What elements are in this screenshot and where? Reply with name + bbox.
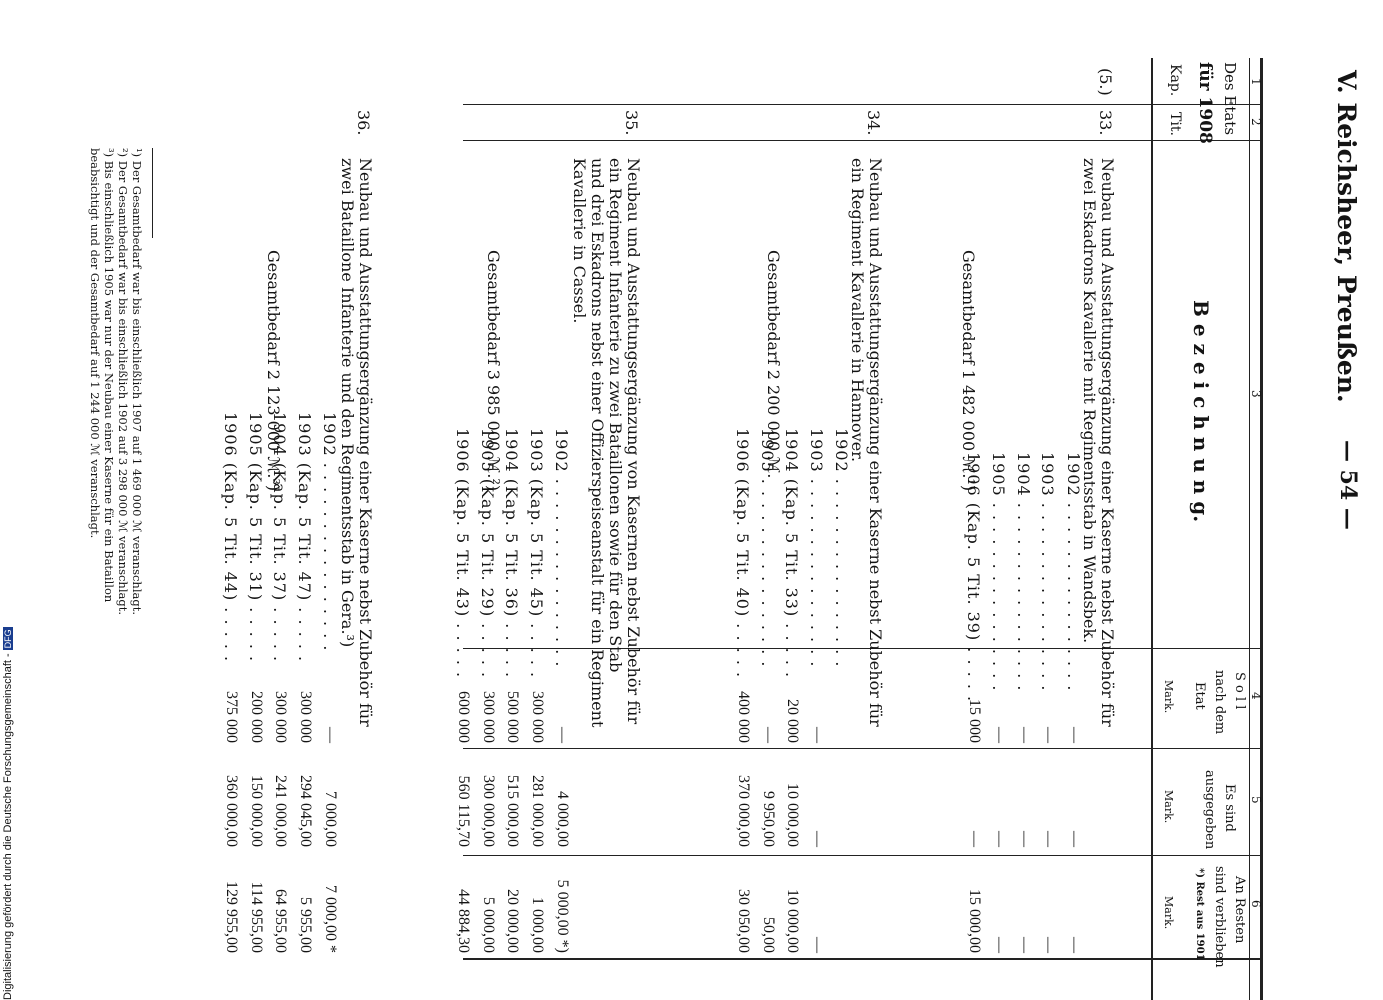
rest-value: 44 884,30 xyxy=(455,889,472,953)
gesamtbedarf: Gesamtbedarf 1 482 000 ℳ.¹) xyxy=(959,250,978,492)
soll-value: 400 000 xyxy=(735,691,752,743)
soll-header-1: S o l l xyxy=(1232,672,1247,710)
entry-description: Neubau und Ausstattungsergänzung einer Kaserne nebst Zubehör für xyxy=(356,158,375,727)
year-label: 1902 . . . . . . . . . . . . . . . . xyxy=(552,428,571,668)
year-label: 1904 (Kap. 5 Tit. 36) . . . . . xyxy=(502,428,521,679)
digitization-text: Digitalisierung gefördert durch die Deutsche Forschungsgemeinschaft - xyxy=(2,653,14,1000)
etat-year: für 1908 xyxy=(1195,62,1215,144)
reste-divider xyxy=(463,958,1263,960)
tit-number: 36. xyxy=(354,110,373,136)
ausgegeben-value: 10 000,00 xyxy=(784,783,801,847)
soll-value: — xyxy=(554,727,571,743)
year-label: 1905 . . . . . . . . . . . . . . . . xyxy=(989,452,1008,692)
rest-value: 1 000,00 xyxy=(529,897,546,953)
soll-unit: Mark. xyxy=(1162,680,1175,714)
year-label: 1906 (Kap. 5 Tit. 43) . . . . . xyxy=(453,428,472,679)
soll-value: 300 000 xyxy=(297,691,314,743)
rest-value: — xyxy=(809,937,826,953)
etat-header: Des Etats xyxy=(1221,62,1239,136)
ausgegeben-value: — xyxy=(1040,831,1057,847)
gesamtbedarf: Gesamtbedarf 2 123 000 ℳ.³) xyxy=(264,250,283,492)
year-label: 1903 . . . . . . . . . . . . . . . . xyxy=(807,428,826,668)
tit-number: 33. xyxy=(1096,110,1115,136)
year-label: 1906 (Kap. 5 Tit. 44) . . . . . xyxy=(221,412,240,663)
rest-value: — xyxy=(991,937,1008,953)
ausgegeben-value: 300 000,00 xyxy=(480,775,497,847)
soll-header-3: Etat xyxy=(1192,682,1207,710)
colnum-6: 6 xyxy=(1249,900,1263,908)
ausgegeben-value: 281 000,00 xyxy=(529,775,546,847)
reste-header-3: *) Rest aus 1901 xyxy=(1194,868,1205,961)
ausgegeben-value: 515 000,00 xyxy=(504,775,521,847)
page-number: — 54 — xyxy=(1335,440,1361,530)
year-label: 1902 . . . . . . . . . . . . . . . . xyxy=(1064,452,1083,692)
colnum-2: 2 xyxy=(1249,118,1263,126)
footnote-3: ³) Bis einschließlich 1905 war nur der Neubau einer Kaserne für ein Bataillon xyxy=(102,148,116,603)
year-label: 1905 (Kap. 5 Tit. 29) . . . . . xyxy=(478,428,497,679)
year-label: 1905 . . . . . . . . . . . . . . . . xyxy=(758,428,777,668)
year-label: 1903 (Kap. 5 Tit. 45) . . . . . xyxy=(527,428,546,679)
tit-divider xyxy=(463,140,1263,141)
ausgegeben-header-2: ausgegeben xyxy=(1202,770,1217,850)
soll-value: 200 000 xyxy=(248,691,265,743)
kap-value: (5.) xyxy=(1096,68,1115,96)
bezeichnung-header: B e z e i c h n u n g. xyxy=(1189,300,1213,523)
ausgegeben-header-1: Es sind xyxy=(1222,784,1237,832)
year-label: 1906 (Kap. 5 Tit. 39) . . . . . xyxy=(964,452,983,703)
footnote-rule xyxy=(152,148,153,238)
entry-description: Kavallerie in Cassel. xyxy=(570,158,589,324)
rest-value: — xyxy=(1040,937,1057,953)
tit-number: 35. xyxy=(622,110,641,136)
tit-header: Tit. xyxy=(1167,112,1183,136)
colnum-3: 3 xyxy=(1249,390,1263,398)
ausgegeben-value: — xyxy=(966,831,983,847)
ausgegeben-value: — xyxy=(1066,831,1083,847)
entry-description: Neubau und Ausstattungsergänzung von Kasernen nebst Zubehör für xyxy=(624,158,643,725)
reste-header-1: An Resten xyxy=(1232,876,1247,944)
year-label: 1905 (Kap. 5 Tit. 31) . . . . . xyxy=(246,412,265,663)
year-label: 1902 . . . . . . . . . . . . . . . . xyxy=(832,428,851,668)
footnote-1: ¹) Der Gesamtbedarf war bis einschließlich 1907 auf 1 469 000 ℳ veranschlagt. xyxy=(130,148,144,616)
ausgegeben-value: 7 000,00 xyxy=(322,791,339,847)
entry-description: Neubau und Ausstattungsergänzung einer Kaserne nebst Zubehör für xyxy=(866,158,885,727)
column-number-rule xyxy=(1249,58,1250,1000)
ausgegeben-value: — xyxy=(991,831,1008,847)
ausgegeben-value: 241 000,00 xyxy=(272,775,289,847)
reste-unit: Mark. xyxy=(1162,896,1175,930)
entry-description: zwei Eskadrons Kavallerie mit Regimentsstab in Wandsbek. xyxy=(1080,158,1099,644)
ausgegeben-value: — xyxy=(809,831,826,847)
reste-header-2: sind verblieben xyxy=(1212,866,1227,968)
entry-description: ein Regiment Infanterie zu zwei Bataillonen sowie für den Stab xyxy=(606,158,625,673)
soll-value: — xyxy=(1066,727,1083,743)
year-label: 1903 (Kap. 5 Tit. 47) . . . . . xyxy=(295,412,314,663)
entry-description: zwei Bataillone Infanterie und den Regimentsstab in Gera.³) xyxy=(338,158,357,648)
ausgegeben-value: 9 950,00 xyxy=(760,791,777,847)
rest-value: 129 955,00 xyxy=(223,881,240,953)
entry-description: und drei Eskadrons nebst einer Offizierspeiseanstalt für ein Regiment xyxy=(588,158,607,728)
rest-value: 15 000,00 xyxy=(966,889,983,953)
entry-description: ein Regiment Kavallerie in Hannover. xyxy=(848,158,867,463)
soll-value: 300 000 xyxy=(480,691,497,743)
soll-value: — xyxy=(991,727,1008,743)
year-label: 1904 (Kap. 5 Tit. 37) . . . . . xyxy=(270,412,289,663)
rest-value: 30 050,00 xyxy=(735,889,752,953)
kap-divider xyxy=(463,104,1263,105)
footnote-2: ²) Der Gesamtbedarf war bis einschließlich 1902 auf 3 298 000 ℳ veranschlagt. xyxy=(116,148,130,616)
soll-value: 375 000 xyxy=(223,691,240,743)
rest-value: 5 000,00 xyxy=(480,897,497,953)
soll-header-2: nach dem xyxy=(1212,670,1227,735)
ausgegeben-value: 370 000,00 xyxy=(735,775,752,847)
ausgegeben-value: 150 000,00 xyxy=(248,775,265,847)
ausgegeben-value: — xyxy=(1016,831,1033,847)
rest-value: 7 000,00 * xyxy=(322,885,339,953)
rest-value: 5 000,00 *) xyxy=(554,879,571,953)
ausgegeben-value: 360 000,00 xyxy=(223,775,240,847)
rest-value: 10 000,00 xyxy=(784,889,801,953)
footnote-4: beabsichtigt und der Gesamtbedarf auf 1 244 000 ℳ veranschlagt. xyxy=(88,148,102,539)
rest-value: — xyxy=(1066,937,1083,953)
gesamtbedarf: Gesamtbedarf 2 200 000 ℳ. xyxy=(764,250,783,479)
rest-value: 20 000,00 xyxy=(504,889,521,953)
entry-description: Neubau und Ausstattungsergänzung einer Kaserne nebst Zubehör für xyxy=(1098,158,1117,727)
ausgegeben-value: 4 000,00 xyxy=(554,791,571,847)
bezeichnung-divider xyxy=(463,648,1263,649)
soll-value: — xyxy=(1040,727,1057,743)
year-label: 1902 . . . . . . . . . . . . . . . . xyxy=(320,412,339,652)
colnum-1: 1 xyxy=(1249,78,1263,86)
year-label: 1904 (Kap. 5 Tit. 33) . . . . . xyxy=(782,428,801,679)
soll-value: 20 000 xyxy=(784,699,801,743)
year-label: 1906 (Kap. 5 Tit. 40) . . . . . xyxy=(733,428,752,679)
rest-value: 114 955,00 xyxy=(248,881,265,953)
page-title: V. Reichsheer, Preußen. xyxy=(1332,70,1361,403)
colnum-4: 4 xyxy=(1249,692,1263,700)
colnum-5: 5 xyxy=(1249,796,1263,804)
header-bottom-rule xyxy=(1151,58,1153,1000)
rest-value: 5 955,00 xyxy=(297,897,314,953)
ausgegeben-value: 560 115,70 xyxy=(455,775,472,847)
soll-divider xyxy=(463,748,1263,749)
ausgegeben-divider xyxy=(463,855,1263,856)
gesamtbedarf: Gesamtbedarf 3 985 000 ℳ.²) xyxy=(484,250,503,492)
tit-number: 34. xyxy=(864,110,883,136)
soll-value: 15 000 xyxy=(966,699,983,743)
soll-value: 500 000 xyxy=(504,691,521,743)
soll-value: 600 000 xyxy=(455,691,472,743)
year-label: 1904 . . . . . . . . . . . . . . . . xyxy=(1014,452,1033,692)
soll-value: — xyxy=(1016,727,1033,743)
rest-value: — xyxy=(1016,937,1033,953)
ausgegeben-value: 294 045,00 xyxy=(297,775,314,847)
digitization-note xyxy=(2,627,14,1000)
rest-value: 50,00 xyxy=(760,917,777,953)
soll-value: — xyxy=(322,727,339,743)
soll-value: — xyxy=(809,727,826,743)
soll-value: — xyxy=(760,727,777,743)
year-label: 1903 . . . . . . . . . . . . . . . . xyxy=(1038,452,1057,692)
kap-header: Kap. xyxy=(1167,64,1183,97)
soll-value: 300 000 xyxy=(529,691,546,743)
dfg-logo: DFG xyxy=(3,629,13,649)
table-top-rule xyxy=(1260,58,1263,1000)
ausgegeben-unit: Mark. xyxy=(1162,790,1175,824)
soll-value: 300 000 xyxy=(272,691,289,743)
rest-value: 64 955,00 xyxy=(272,889,289,953)
